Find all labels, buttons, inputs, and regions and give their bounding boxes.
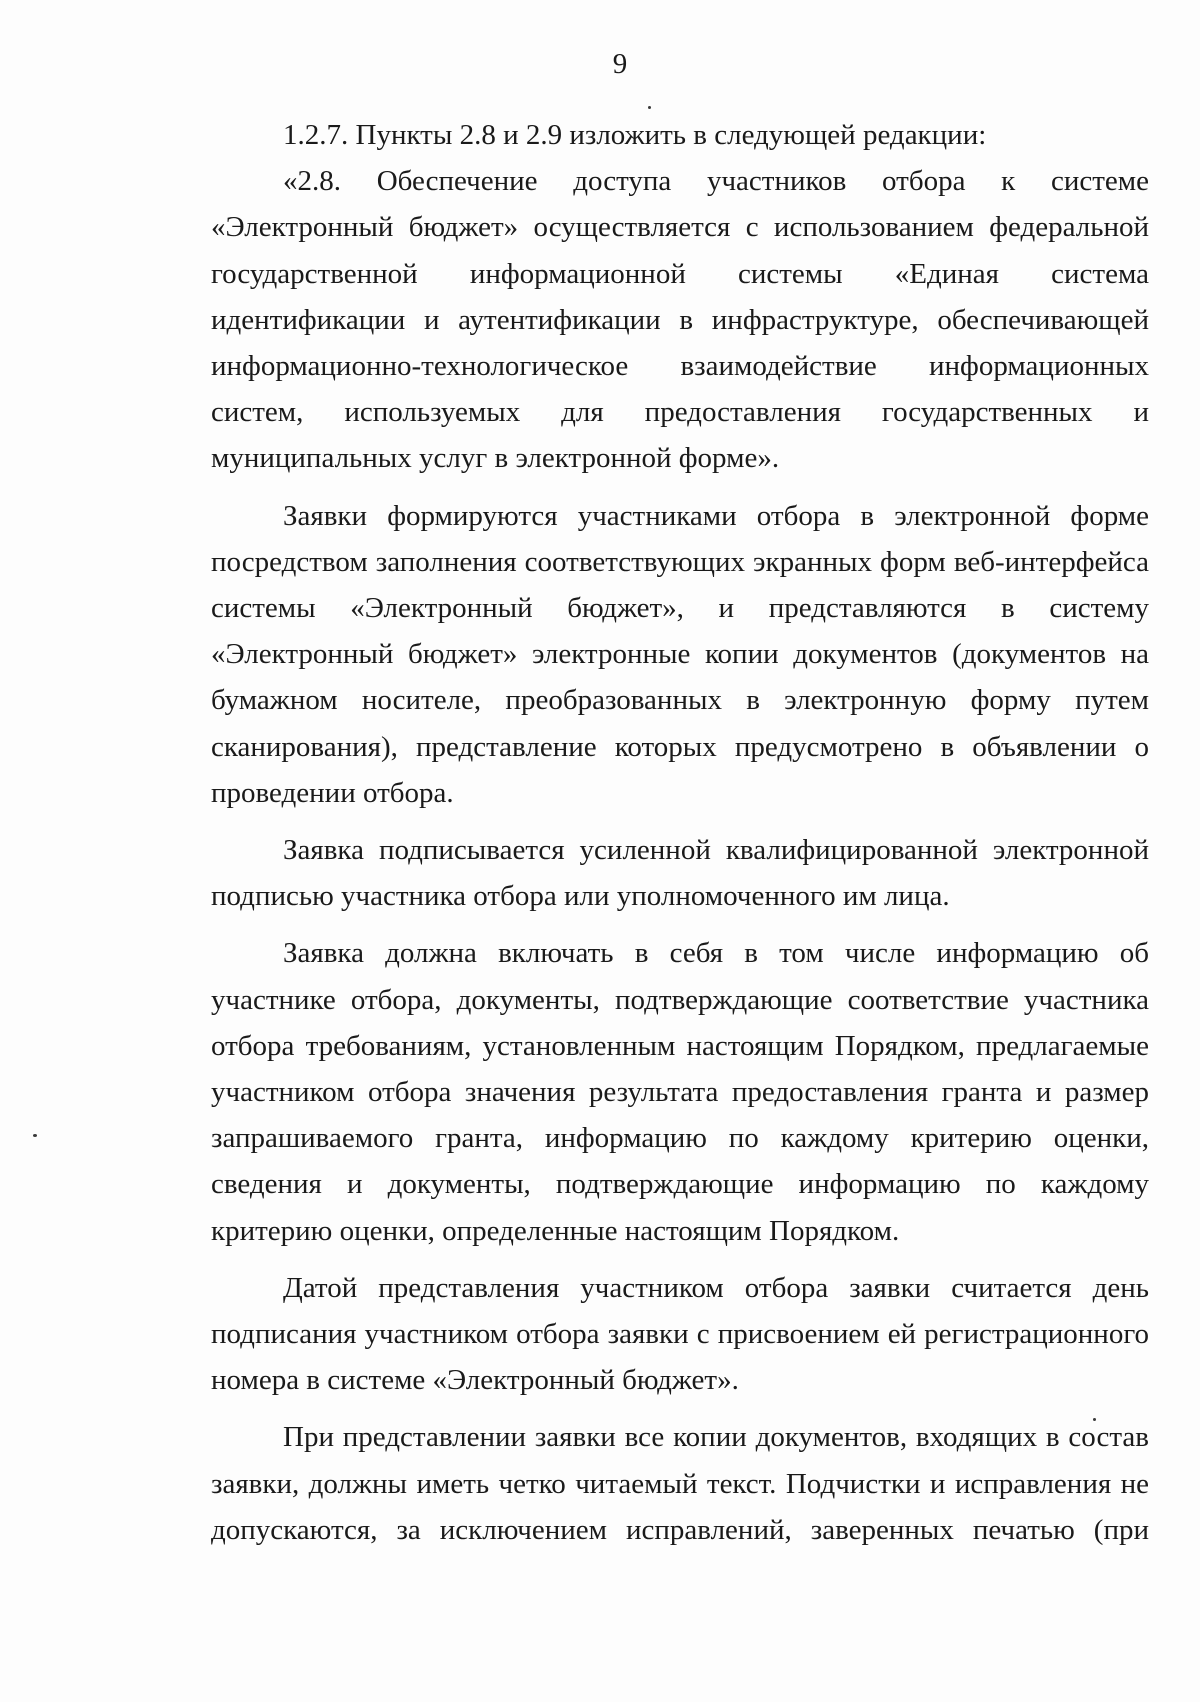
paragraph-2-8-access: «2.8. Обеспечение доступа участников отбора к системе «Электронный бюджет» осуществляется с использованием федеральной государственной информационной системы «Единая система идентификации и аутентификации в инфраструктуре, обеспечивающей информационно-технологическое взаимодействие информационных систем, используемых для предоставления государственных и муниципальных услуг в электронной форме». [211, 165, 1149, 475]
scan-speck [648, 106, 651, 109]
paragraph-submission-date: Датой представления участником отбора заявки считается день подписания участником отбора заявки с присвоением ей регистрационного номера в системе «Электронный бюджет». [211, 1271, 1149, 1397]
document-body [211, 112, 1149, 1553]
page-number: 9 [612, 48, 628, 80]
paragraph-document-copies: При представлении заявки все копии документов, входящих в состав заявки, должны иметь четко читаемый текст. Подчистки и исправления не допускаются, за исключением исправлений, заверенных печатью (при [211, 1421, 1149, 1546]
paragraph-application-contents: Заявка должна включать в себя в том числе информацию об участнике отбора, документы, подтверждающие соответствие участника отбора требованиям, установленным настоящим Порядком, предлагаемые участником отбора значения результата предоставления гранта и размер запрашиваемого гранта, информацию по каждому критерию оценки, сведения и документы, подтверждающие информацию по каждому критерию оценки, определенные настоящим Порядком. [211, 937, 1149, 1247]
paragraph-amendment-heading: 1.2.7. Пункты 2.8 и 2.9 изложить в следующей редакции: [283, 119, 987, 151]
paragraph-applications-formation: Заявки формируются участниками отбора в электронной форме посредством заполнения соответствующих экранных форм веб-интерфейса системы «Электронный бюджет», и представляются в систему «Электронный бюджет» электронные копии документов (документов на бумажном носителе, преобразованных в электронную форму путем сканирования), представление которых предусмотрено в объявлении о проведении отбора. [211, 499, 1149, 809]
paragraph-application-signing: Заявка подписывается усиленной квалифицированной электронной подписью участника отбора или уполномоченного им лица. [211, 834, 1149, 913]
scan-speck [33, 1134, 37, 1137]
